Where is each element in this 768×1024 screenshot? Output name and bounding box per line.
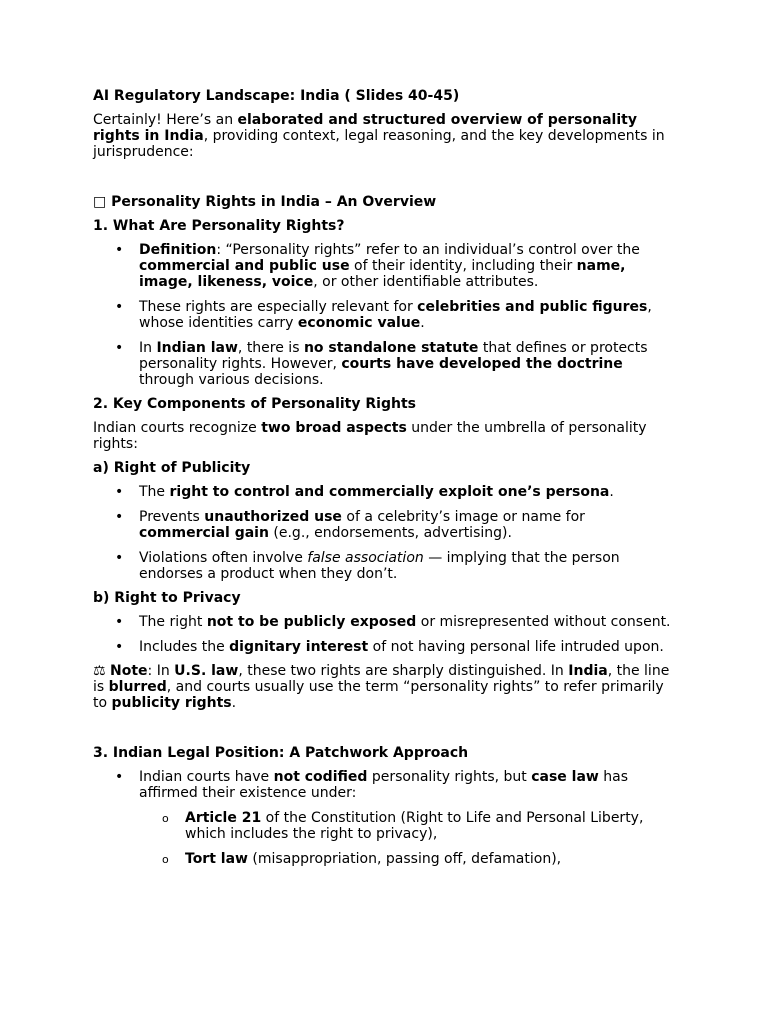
right-of-publicity-heading: a) Right of Publicity (93, 460, 251, 476)
section-3-heading: 3. Indian Legal Position: A Patchwork Approach (93, 745, 469, 761)
overview-heading (93, 194, 678, 210)
section-1-list (93, 242, 678, 388)
circle-bullet-icon: o (162, 812, 169, 825)
bullet-icon: • (115, 769, 124, 785)
intro-text-1: Certainly! Here’s an (93, 112, 238, 128)
section-3-sublist (139, 810, 678, 867)
bullet-icon: • (115, 509, 124, 525)
circle-bullet-icon: o (162, 853, 169, 866)
list-item: • Includes the dignitary interest of not having personal life intruded upon. (115, 639, 664, 655)
bullet-icon: • (115, 639, 124, 655)
scales-icon: ⚖ (93, 663, 106, 679)
section-2-intro: Indian courts recognize two broad aspects under the umbrella of personality rights: (93, 420, 647, 452)
bullet-icon: • (115, 550, 124, 566)
list-item: • Violations often involve false association — implying that the person endorses a product when they don’t. (115, 550, 620, 582)
section-2-heading: 2. Key Components of Personality Rights (93, 396, 416, 412)
sub-list-item: o Tort law (misappropriation, passing off, defamation), (162, 851, 562, 867)
bullet-icon: • (115, 340, 124, 356)
overview-heading-text: Personality Rights in India – An Overview (111, 194, 437, 210)
intro-paragraph (93, 112, 678, 160)
privacy-list (93, 614, 678, 655)
document-title: AI Regulatory Landscape: India ( Slides 40-45) (93, 88, 460, 104)
bullet-icon: • (115, 242, 124, 258)
bullet-icon: • (115, 299, 124, 315)
bullet-icon: • (115, 484, 124, 500)
list-item: • Prevents unauthorized use of a celebrity’s image or name for commercial gain (e.g., endorsements, advertising). (115, 509, 585, 541)
bullet-icon: • (115, 614, 124, 630)
section-3-list (93, 769, 678, 867)
list-item: • Indian courts have not codified personality rights, but case law has affirmed their existence under: o Article 21 of the Constitution (Right to Life and Personal Liberty, which includes the right to privacy), o Tort law (misappropriation, passing off, defamation), (93, 769, 678, 867)
publicity-list (93, 484, 678, 582)
section-1-heading: 1. What Are Personality Rights? (93, 218, 345, 234)
intro-bold-1: elaborated and structured overview of personality rights in India (93, 112, 637, 144)
list-item: • These rights are especially relevant for celebrities and public figures, whose identities carry economic value. (115, 299, 652, 331)
list-item: • In Indian law, there is no standalone statute that defines or protects personality rights. However, courts have developed the doctrine through various decisions. (115, 340, 648, 388)
missing-glyph-icon: □ (93, 194, 107, 210)
list-item: • The right not to be publicly exposed or misrepresented without consent. (115, 614, 671, 630)
list-item: • The right to control and commercially exploit one’s persona. (115, 484, 614, 500)
document-page (93, 88, 678, 876)
sub-list-item: o Article 21 of the Constitution (Right to Life and Personal Liberty, which includes the right to privacy), (162, 810, 644, 842)
intro-text-2: , providing context, legal reasoning, and the key developments in jurisprudence: (93, 128, 665, 160)
list-item: • Definition: “Personality rights” refer to an individual’s control over the commercial and public use of their identity, including their name, image, likeness, voice, or other identifiable attributes. (115, 242, 640, 290)
right-to-privacy-heading: b) Right to Privacy (93, 590, 241, 606)
note-paragraph: ⚖ Note: In U.S. law, these two rights are sharply distinguished. In India, the line is blurred, and courts usually use the term “personality rights” to refer primarily to publicity rights. (93, 663, 670, 711)
